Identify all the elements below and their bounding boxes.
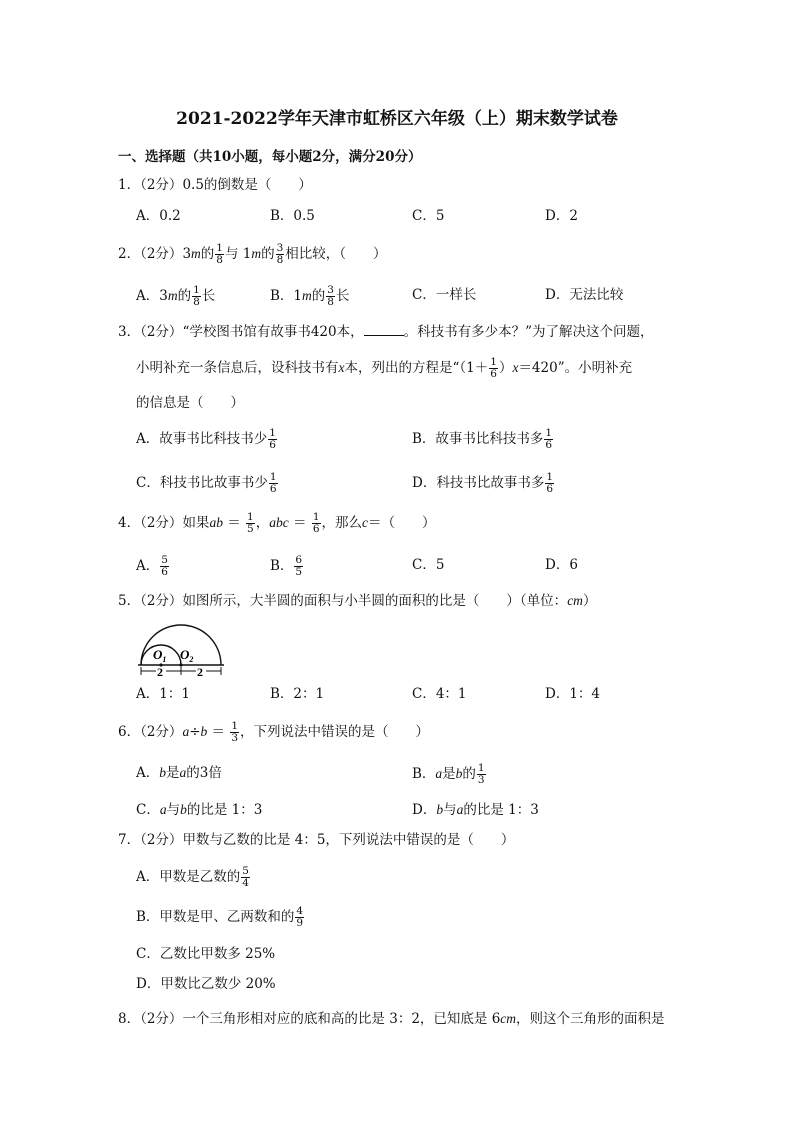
denominator: 6: [546, 483, 554, 495]
text-part: 的: [200, 246, 215, 262]
q1-option-b: B．0.5: [270, 208, 315, 224]
q5-option-a: A．1：1: [136, 686, 190, 702]
text-part: 是: [442, 766, 456, 782]
q6-option-a: [136, 763, 222, 783]
option-label: B．: [412, 766, 436, 782]
q1-option-a: A．0.2: [136, 208, 181, 224]
option-text: A．故事书比科技书少: [136, 431, 268, 447]
center-o2: [179, 663, 182, 666]
text-part: 小明补充一条信息后，设科技书有: [136, 360, 339, 376]
text-part: 与 1: [224, 246, 252, 262]
question-number: 7．: [118, 832, 141, 848]
text-part: ，: [255, 515, 270, 531]
option-label: C．: [136, 802, 160, 818]
question-6: [118, 721, 429, 744]
var-b: b: [180, 802, 187, 817]
question-text: 甲数与乙数的比是 4：5，下列说法中错误的是（ ）: [182, 832, 515, 848]
numerator: 3: [327, 284, 334, 296]
fraction: [477, 763, 486, 786]
var-b: b: [455, 766, 463, 781]
section-heading: 一、选择题（共10小题，每小题2分，满分20分）: [118, 149, 422, 165]
numerator: 1: [546, 471, 554, 483]
q7-option-a: [136, 866, 251, 889]
question-number: 2．: [118, 246, 141, 262]
q5-option-d: D．1：4: [545, 686, 601, 702]
text-part: 与: [443, 802, 457, 818]
fraction: [276, 243, 285, 266]
text-part: ）: [498, 360, 513, 376]
numerator: 4: [296, 905, 304, 917]
option-text: A．甲数是乙数的: [136, 869, 241, 885]
var-a: a: [182, 724, 190, 739]
numerator: 1: [269, 471, 277, 483]
numerator: 1: [269, 427, 276, 439]
semicircle-figure: [136, 618, 226, 678]
denominator: 8: [216, 254, 223, 266]
q7-option-b: [136, 906, 305, 929]
denominator: 5: [247, 523, 254, 535]
label-o1: $O_1$: [153, 647, 167, 664]
var-b: b: [436, 802, 444, 817]
option-text: B．故事书比科技书多: [412, 431, 544, 447]
fraction: [268, 428, 277, 451]
text-part: 的3倍: [186, 765, 222, 781]
question-text: 如图所示，大半圆的面积与小半圆的面积的比是（ ）（单位：: [182, 593, 568, 609]
var-m: m: [302, 288, 312, 303]
option-label: D．: [412, 802, 437, 818]
question-number: 8．: [118, 1011, 141, 1027]
option-label: A．3: [136, 288, 168, 304]
var-x: x: [512, 360, 519, 375]
denominator: 6: [161, 566, 168, 578]
fraction: [241, 866, 250, 889]
numerator: 1: [477, 762, 485, 774]
text-part: 的比是 1：3: [186, 802, 263, 818]
denominator: 6: [269, 439, 276, 451]
q7-option-d: D．甲数比乙数少 20%: [136, 976, 276, 992]
score-label: （2分）: [140, 593, 183, 609]
q7-option-c: C．乙数比甲数多 25%: [136, 946, 276, 962]
q2-option-c: C．一样长: [412, 287, 477, 303]
q2-option-b: [270, 285, 349, 308]
q4-option-d: D．6: [545, 557, 578, 573]
question-8: [118, 1009, 665, 1029]
var-b: b: [200, 724, 208, 739]
var-a: a: [435, 766, 443, 781]
text-part: 长: [201, 288, 216, 304]
numerator: 3: [276, 242, 284, 254]
numerator: 1: [231, 720, 239, 732]
var-a: a: [179, 765, 187, 780]
dimension-label-1: 2: [157, 665, 163, 678]
q5-option-b: B．2：1: [270, 686, 325, 702]
score-label: （2分）: [140, 246, 183, 262]
q4-option-a: [136, 555, 170, 578]
var-m: m: [167, 288, 178, 303]
q4-option-c: C．5: [412, 557, 445, 573]
q6-option-c: [136, 800, 262, 820]
denominator: 8: [276, 254, 284, 266]
page-title: 2021-2022学年天津市虹桥区六年级（上）期末数学试卷: [176, 109, 618, 129]
option-label: A．: [136, 765, 160, 781]
option-label: B．: [270, 558, 294, 574]
text-part: ，则这个三角形的面积是: [516, 1011, 665, 1027]
text-part: ，那么: [321, 515, 362, 531]
var-a: a: [456, 802, 464, 817]
fraction: [489, 357, 498, 380]
denominator: 3: [477, 774, 485, 786]
question-number: 3．: [118, 324, 141, 340]
fraction: [312, 512, 321, 535]
q3-option-d: [412, 472, 555, 495]
numerator: 5: [161, 554, 168, 566]
score-label: （2分）: [140, 177, 183, 193]
var-c: c: [362, 515, 368, 530]
score-label: （2分）: [140, 515, 183, 531]
numerator: 1: [490, 356, 497, 368]
q6-option-b: [412, 763, 487, 786]
fraction: [294, 555, 303, 578]
text-part: 与: [166, 802, 181, 818]
fraction: [246, 512, 255, 535]
q2-option-d: D．无法比较: [545, 287, 624, 303]
equals: ＝: [288, 515, 311, 531]
option-text: B．甲数是甲、乙两数和的: [136, 909, 295, 925]
unit: cm: [500, 1011, 517, 1026]
label-o2: $O_2$: [180, 647, 194, 664]
q3-option-b: [412, 428, 554, 451]
q6-option-d: [412, 800, 539, 820]
text-part: ）: [582, 593, 597, 609]
expr-ab: ab: [209, 515, 223, 530]
q3-option-c: [136, 472, 279, 495]
denominator: 8: [193, 296, 200, 308]
fraction: [326, 285, 335, 308]
text-part: 如果: [182, 515, 210, 531]
numerator: 5: [242, 865, 249, 877]
option-text: C．科技书比故事书少: [136, 475, 268, 491]
text-part: 的: [177, 288, 192, 304]
numerator: 1: [216, 242, 223, 254]
text-part: ＝420”。小明补充: [518, 360, 633, 376]
q5-option-c: C．4：1: [412, 686, 467, 702]
question-text: 0.5的倒数是（ ）: [182, 177, 312, 193]
option-label: A．: [136, 558, 160, 574]
equals: ＝: [222, 515, 246, 531]
fraction: [230, 721, 239, 744]
text-part: 的: [311, 288, 326, 304]
text-part: “学校图书馆有故事书420本，: [182, 324, 364, 340]
question-1: [118, 175, 312, 195]
question-3-line-2: [136, 357, 632, 380]
q3-option-a: [136, 428, 278, 451]
numerator: 1: [312, 511, 320, 523]
text-part: 的: [462, 766, 476, 782]
q1-option-c: C．5: [412, 208, 445, 224]
denominator: 6: [269, 483, 277, 495]
denominator: 8: [327, 296, 334, 308]
dimension-label-2: 2: [197, 665, 203, 678]
text-part: 相比较，（ ）: [285, 246, 387, 262]
text-part: 的比是 1：3: [463, 802, 539, 818]
numerator: 1: [247, 511, 254, 523]
option-text: D．科技书比故事书多: [412, 475, 545, 491]
q1-option-d: D．2: [545, 208, 578, 224]
var-m: m: [191, 246, 201, 261]
question-number: 4．: [118, 515, 141, 531]
equals: ＝: [207, 724, 230, 740]
numerator: 1: [193, 284, 200, 296]
text-part: ，下列说法中错误的是（ ）: [240, 724, 430, 740]
text-part: 。科技书有多少本？”为了解决这个问题，: [403, 324, 654, 340]
fraction: [295, 906, 304, 929]
text-part: 的: [261, 246, 275, 262]
denominator: 6: [490, 368, 497, 380]
score-label: （2分）: [140, 832, 183, 848]
question-4: [118, 512, 436, 535]
q4-option-b: [270, 555, 304, 578]
denominator: 3: [231, 732, 239, 744]
question-3-line-3: 的信息是（ ）: [136, 395, 244, 411]
denominator: 6: [545, 439, 553, 451]
denominator: 9: [296, 917, 304, 929]
question-number: 6．: [118, 724, 141, 740]
text-part: 3: [182, 246, 192, 262]
score-label: （2分）: [140, 324, 183, 340]
expr-abc: abc: [269, 515, 289, 530]
denominator: 5: [295, 566, 303, 578]
option-label: B．1: [270, 288, 303, 304]
question-2: [118, 243, 387, 266]
var-m: m: [251, 246, 262, 261]
question-5: [118, 591, 596, 611]
fraction: [544, 428, 553, 451]
fraction: [160, 555, 169, 578]
var-x: x: [338, 360, 345, 375]
unit: cm: [567, 593, 583, 608]
text-part: 长: [335, 288, 350, 304]
denominator: 6: [312, 523, 320, 535]
var-a: a: [159, 802, 167, 817]
fraction: [545, 472, 554, 495]
denominator: 4: [242, 877, 249, 889]
score-label: （2分）: [140, 1011, 183, 1027]
fraction: [192, 285, 201, 308]
var-b: b: [159, 765, 166, 780]
text-part: 一个三角形相对应的底和高的比是 3：2，已知底是 6: [182, 1011, 501, 1027]
answer-blank: [364, 321, 404, 336]
numerator: 1: [545, 427, 553, 439]
question-number: 1．: [118, 177, 141, 193]
text-part: 本，列出的方程是“（1＋: [344, 360, 489, 376]
text-part: 是: [166, 765, 180, 781]
text-part: ＝（ ）: [368, 515, 436, 531]
fraction: [215, 243, 224, 266]
question-3: [118, 321, 654, 342]
fraction: [269, 472, 278, 495]
question-7: [118, 830, 514, 850]
divide-sign: ÷: [189, 724, 201, 740]
numerator: 6: [295, 554, 303, 566]
score-label: （2分）: [140, 724, 183, 740]
q2-option-a: [136, 285, 215, 308]
question-number: 5．: [118, 593, 141, 609]
